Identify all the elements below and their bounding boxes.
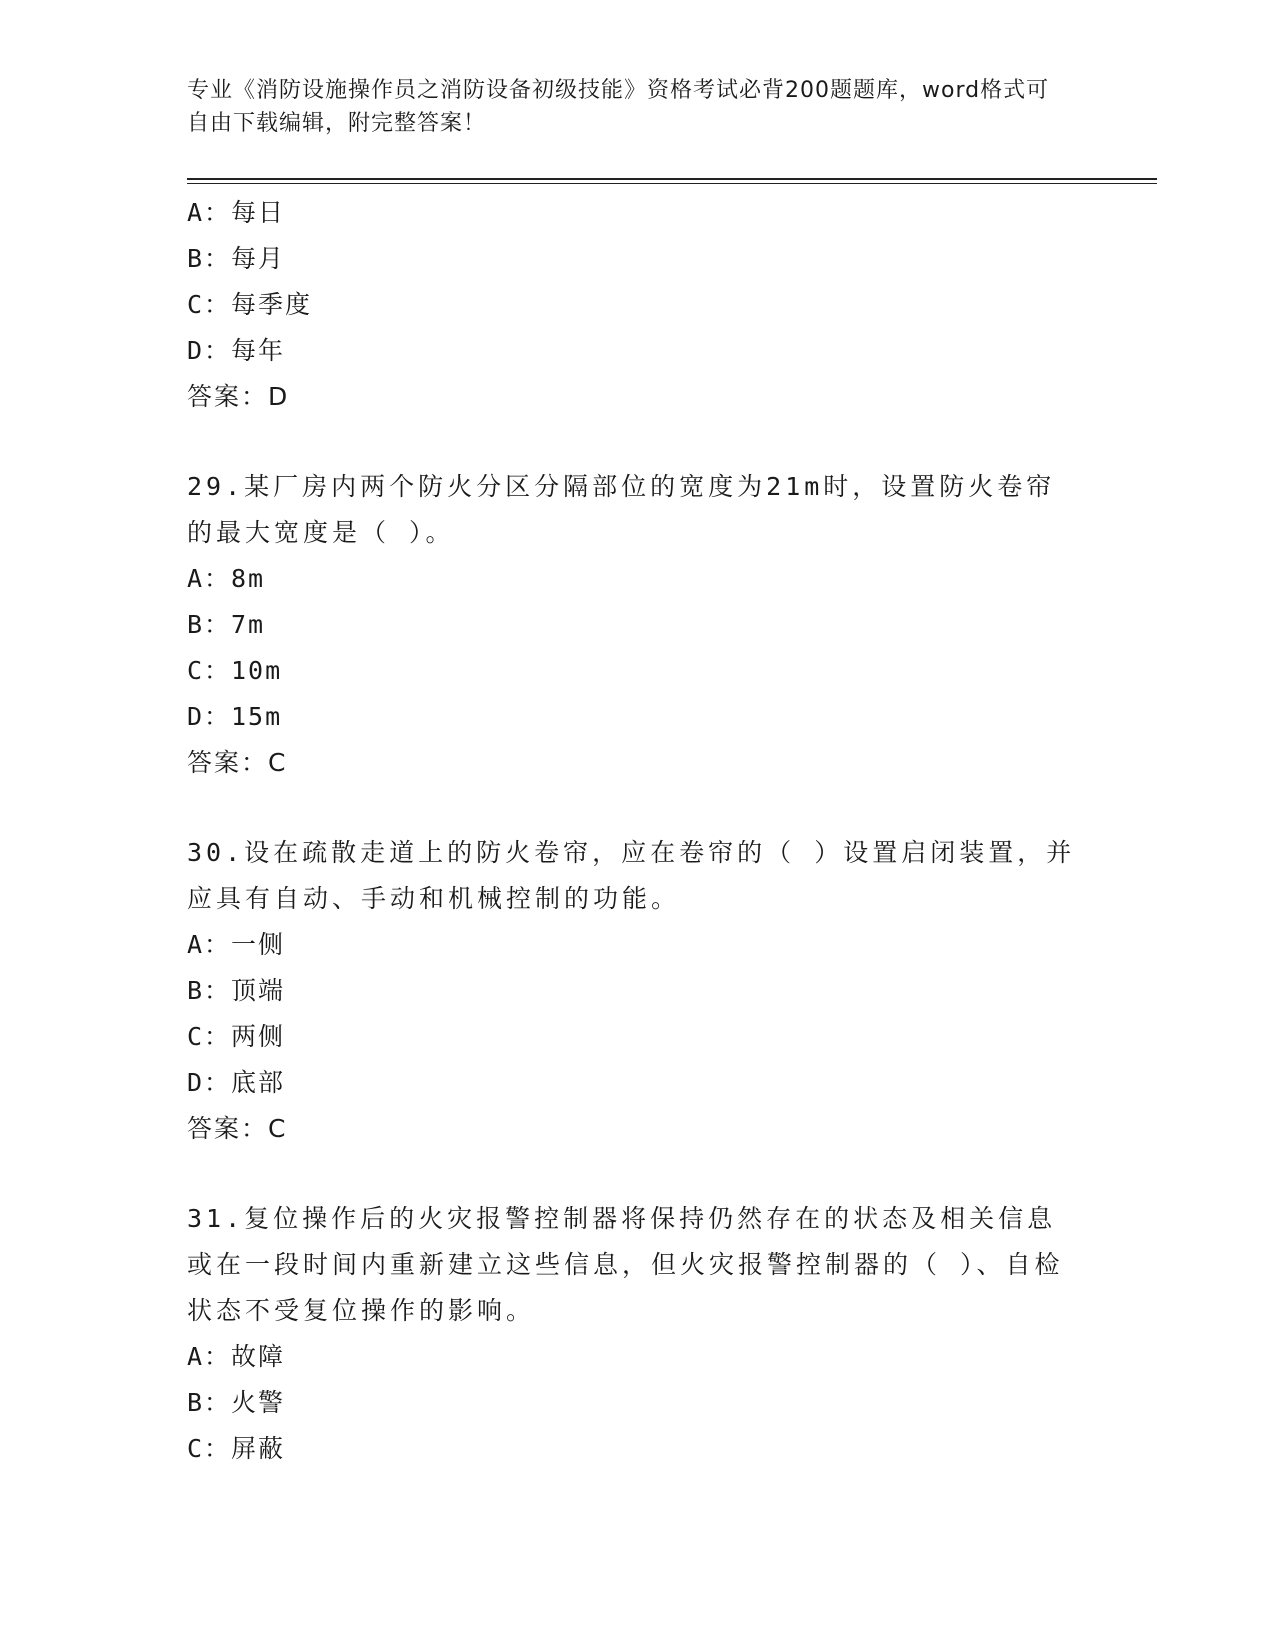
answer-line: 答案：C [187, 748, 288, 777]
question-text: 31.复位操作后的火灾报警控制器将保持仍然存在的状态及相关信息或在一段时间内重新建立这些信息，但火灾报警控制器的（ ）、自检状态不受复位操作的影响。 [187, 1204, 1064, 1325]
option-c: C：10m [187, 656, 283, 685]
header-divider-thin [187, 183, 1157, 184]
answer-line: 答案：C [187, 1114, 288, 1143]
option-b: B：顶端 [187, 976, 286, 1005]
option-a: A：每日 [187, 198, 286, 227]
option-d: D：每年 [187, 336, 286, 365]
option-b: B：火警 [187, 1388, 286, 1417]
header-divider-thick [187, 178, 1157, 180]
question-list [187, 190, 1087, 1472]
option-a: A：故障 [187, 1342, 286, 1371]
option-b: B：7m [187, 610, 266, 639]
option-a: A：一侧 [187, 930, 286, 959]
option-c: C：两侧 [187, 1022, 286, 1051]
question-29 [187, 464, 1087, 786]
option-b: B：每月 [187, 244, 286, 273]
option-c: C：屏蔽 [187, 1434, 286, 1463]
question-text: 29.某厂房内两个防火分区分隔部位的宽度为21m时，设置防火卷帘的最大宽度是（ ）。 [187, 472, 1056, 547]
question-28-continued [187, 190, 1087, 420]
question-text: 30.设在疏散走道上的防火卷帘，应在卷帘的（ ）设置启闭装置，并应具有自动、手动和机械控制的功能。 [187, 838, 1076, 913]
option-c: C：每季度 [187, 290, 313, 319]
option-d: D：15m [187, 702, 283, 731]
option-a: A：8m [187, 564, 266, 593]
document-header: 专业《消防设施操作员之消防设备初级技能》资格考试必背200题题库，word格式可自由下载编辑，附完整答案！ [187, 78, 1050, 136]
option-d: D：底部 [187, 1068, 286, 1097]
answer-line: 答案：D [187, 382, 290, 411]
question-30 [187, 830, 1087, 1152]
question-31 [187, 1196, 1087, 1472]
